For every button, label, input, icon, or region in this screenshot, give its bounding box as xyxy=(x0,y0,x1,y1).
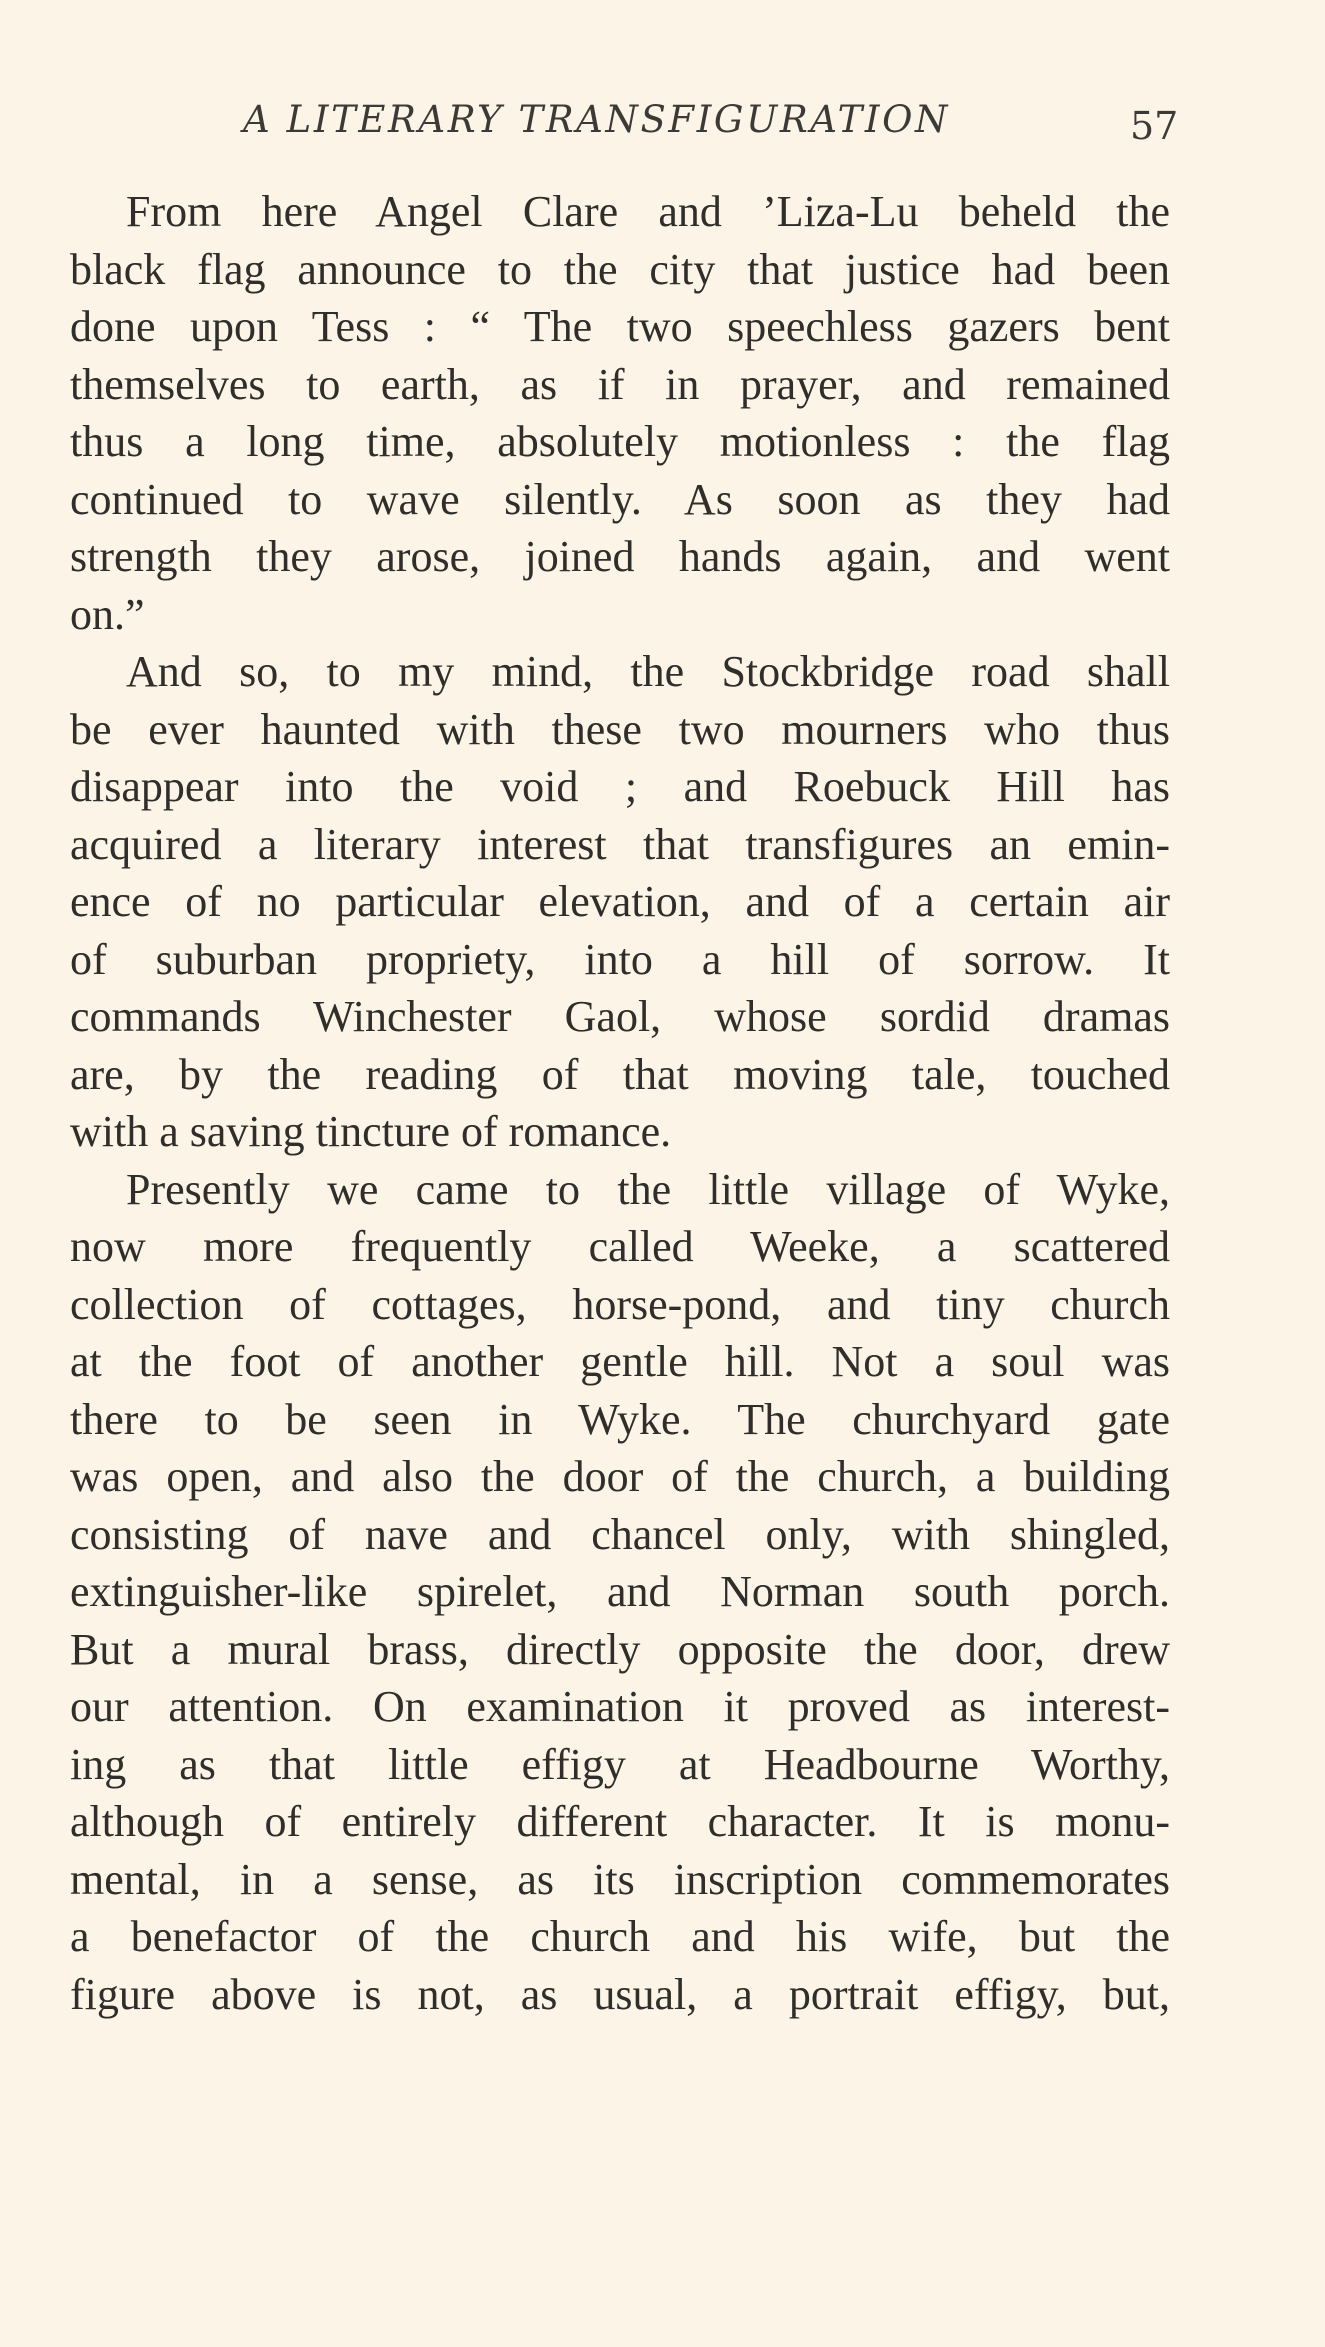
text-line: are, by the reading of that moving tale, touched xyxy=(70,1049,1170,1099)
text-line: our attention. On examination it proved as interest- xyxy=(70,1682,1170,1731)
text-line: ence of no particular elevation, and of a certain air xyxy=(70,877,1170,926)
text-line: consisting of nave and chancel only, with shingled, xyxy=(70,1509,1170,1559)
page-number: 57 xyxy=(1130,104,1179,148)
text-line: disappear into the void ; and Roebuck Hill has xyxy=(70,762,1170,811)
text-line: strength they arose, joined hands again, and went xyxy=(70,532,1170,581)
running-header xyxy=(0,98,1325,148)
text-line: acquired a literary interest that transfigures an emin- xyxy=(70,819,1170,869)
text-line: with a saving tincture of romance. xyxy=(70,1107,672,1156)
text-line: there to be seen in Wyke. The churchyard gate xyxy=(70,1394,1170,1444)
body-text xyxy=(70,183,1170,2023)
text-line: although of entirely different character. It is monu- xyxy=(70,1797,1170,1846)
text-line: But a mural brass, directly opposite the door, drew xyxy=(70,1624,1170,1674)
text-line: be ever haunted with these two mourners who thus xyxy=(70,704,1170,754)
text-line: at the foot of another gentle hill. Not a soul was xyxy=(70,1337,1170,1386)
text-line: commands Winchester Gaol, whose sordid dramas xyxy=(70,992,1170,1041)
text-line: on.” xyxy=(70,589,145,639)
text-line: a benefactor of the church and his wife, but the xyxy=(70,1912,1170,1961)
text-line: From here Angel Clare and ’Liza-Lu beheld the xyxy=(126,187,1170,236)
text-line: done upon Tess : “ The two speechless gazers bent xyxy=(70,302,1170,351)
text-line: And so, to my mind, the Stockbridge road shall xyxy=(126,647,1170,696)
text-line: collection of cottages, horse-pond, and tiny church xyxy=(70,1279,1170,1329)
text-line: thus a long time, absolutely motionless : the flag xyxy=(70,417,1170,466)
text-line: continued to wave silently. As soon as they had xyxy=(70,474,1170,524)
text-line: ing as that little effigy at Headbourne Worthy, xyxy=(70,1739,1170,1789)
text-line: Presently we came to the little village of Wyke, xyxy=(126,1164,1170,1214)
running-title: A LITERARY TRANSFIGURATION xyxy=(243,98,951,141)
text-line: extinguisher-like spirelet, and Norman south porch. xyxy=(70,1567,1170,1616)
text-line: of suburban propriety, into a hill of sorrow. It xyxy=(70,934,1170,984)
text-line: was open, and also the door of the church, a building xyxy=(70,1452,1170,1501)
text-line: mental, in a sense, as its inscription commemorates xyxy=(70,1854,1170,1904)
text-line: black flag announce to the city that justice had been xyxy=(70,244,1170,294)
text-line: figure above is not, as usual, a portrait effigy, but, xyxy=(70,1969,1170,2019)
text-line: now more frequently called Weeke, a scattered xyxy=(70,1222,1170,1271)
text-line: themselves to earth, as if in prayer, and remained xyxy=(70,359,1170,409)
